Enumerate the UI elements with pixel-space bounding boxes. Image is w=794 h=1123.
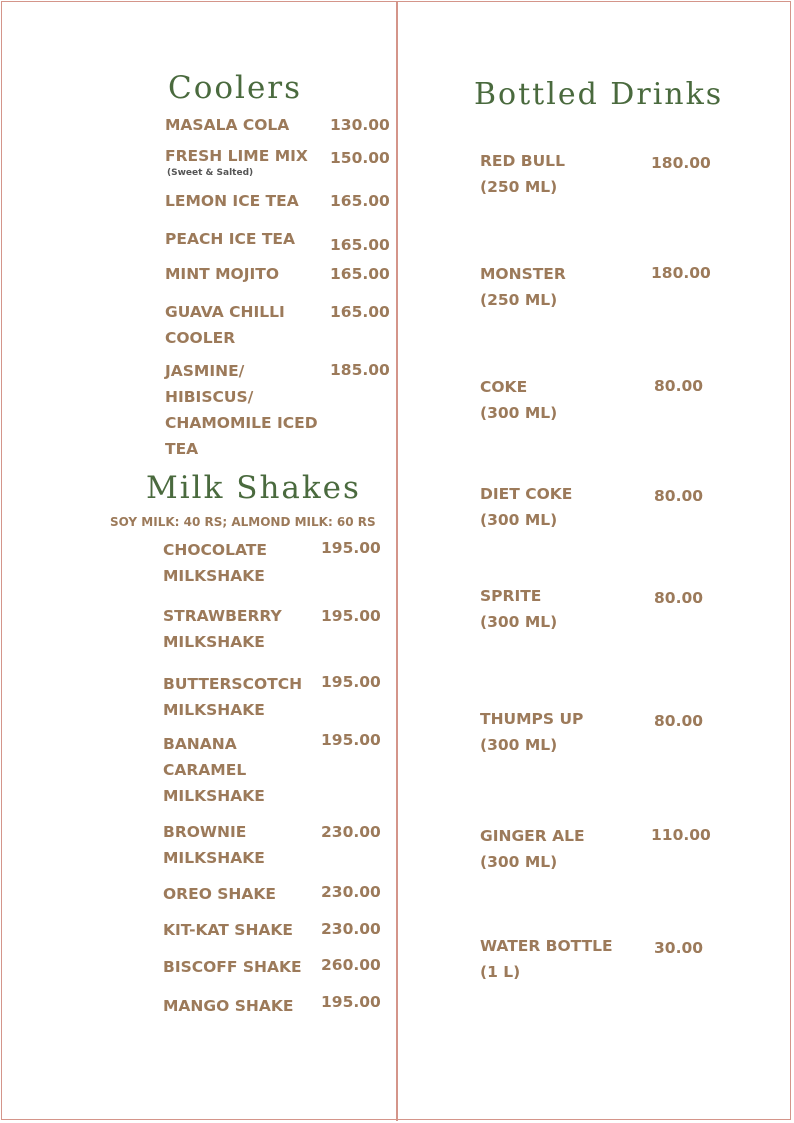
- coolers-heading: Coolers: [168, 70, 303, 106]
- menu-item-name: BUTTERSCOTCH MILKSHAKE: [163, 675, 303, 719]
- menu-item-name: WATER BOTTLE (1 L): [480, 937, 613, 981]
- menu-item-name: CHOCOLATE MILKSHAKE: [163, 541, 267, 585]
- menu-item-price: 195.00: [321, 673, 381, 691]
- menu-item-subnote: (Sweet & Salted): [167, 168, 254, 178]
- menu-item-price: 195.00: [321, 993, 381, 1011]
- menu-item-price: 80.00: [654, 712, 704, 730]
- menu-item-name: OREO SHAKE: [163, 885, 277, 903]
- menu-item-name: STRAWBERRY MILKSHAKE: [163, 607, 282, 651]
- milk-options-note: SOY MILK: 40 RS; ALMOND MILK: 60 RS: [110, 515, 376, 529]
- menu-item-name: MASALA COLA: [165, 116, 290, 134]
- menu-item-price: 180.00: [651, 264, 711, 282]
- column-divider: [396, 1, 398, 1121]
- menu-item-price: 30.00: [654, 939, 704, 957]
- menu-item-price: 165.00: [330, 303, 390, 321]
- menu-item-name: PEACH ICE TEA: [165, 230, 295, 248]
- menu-item-name: KIT-KAT SHAKE: [163, 921, 294, 939]
- menu-item-name: GINGER ALE (300 ML): [480, 827, 585, 871]
- menu-item-price: 80.00: [654, 589, 704, 607]
- menu-item-price: 80.00: [654, 487, 704, 505]
- menu-item-name: BANANA CARAMEL MILKSHAKE: [163, 735, 265, 805]
- menu-item-name: JASMINE/ HIBISCUS/ CHAMOMILE ICED TEA: [165, 362, 318, 458]
- menu-item-price: 80.00: [654, 377, 704, 395]
- menu-item-name: COKE (300 ML): [480, 378, 558, 422]
- menu-item-price: 165.00: [330, 265, 390, 283]
- menu-item-price: 230.00: [321, 920, 381, 938]
- menu-item-name: GUAVA CHILLI COOLER: [165, 303, 285, 347]
- menu-item-name: THUMPS UP (300 ML): [480, 710, 584, 754]
- menu-item-price: 110.00: [651, 826, 711, 844]
- milk-shakes-heading: Milk Shakes: [146, 470, 361, 506]
- menu-item-price: 230.00: [321, 883, 381, 901]
- menu-item-price: 165.00: [330, 192, 390, 210]
- menu-item-name: LEMON ICE TEA: [165, 192, 299, 210]
- menu-item-price: 260.00: [321, 956, 381, 974]
- menu-item-name: MANGO SHAKE: [163, 997, 294, 1015]
- menu-item-name: SPRITE (300 ML): [480, 587, 558, 631]
- menu-item-price: 150.00: [330, 149, 390, 167]
- menu-item-name: MINT MOJITO: [165, 265, 280, 283]
- menu-item-price: 230.00: [321, 823, 381, 841]
- menu-item-name: FRESH LIME MIX: [165, 147, 308, 165]
- menu-item-name: DIET COKE (300 ML): [480, 485, 573, 529]
- menu-item-price: 130.00: [330, 116, 390, 134]
- menu-item-price: 195.00: [321, 539, 381, 557]
- menu-item-price: 180.00: [651, 154, 711, 172]
- bottled-drinks-heading: Bottled Drinks: [474, 77, 724, 112]
- menu-item-name: RED BULL (250 ML): [480, 152, 565, 196]
- menu-item-price: 195.00: [321, 607, 381, 625]
- menu-item-name: MONSTER (250 ML): [480, 265, 566, 309]
- menu-item-name: BROWNIE MILKSHAKE: [163, 823, 265, 867]
- menu-item-name: BISCOFF SHAKE: [163, 958, 302, 976]
- menu-item-price: 185.00: [330, 361, 390, 379]
- menu-item-price: 195.00: [321, 731, 381, 749]
- menu-item-price: 165.00: [330, 236, 390, 254]
